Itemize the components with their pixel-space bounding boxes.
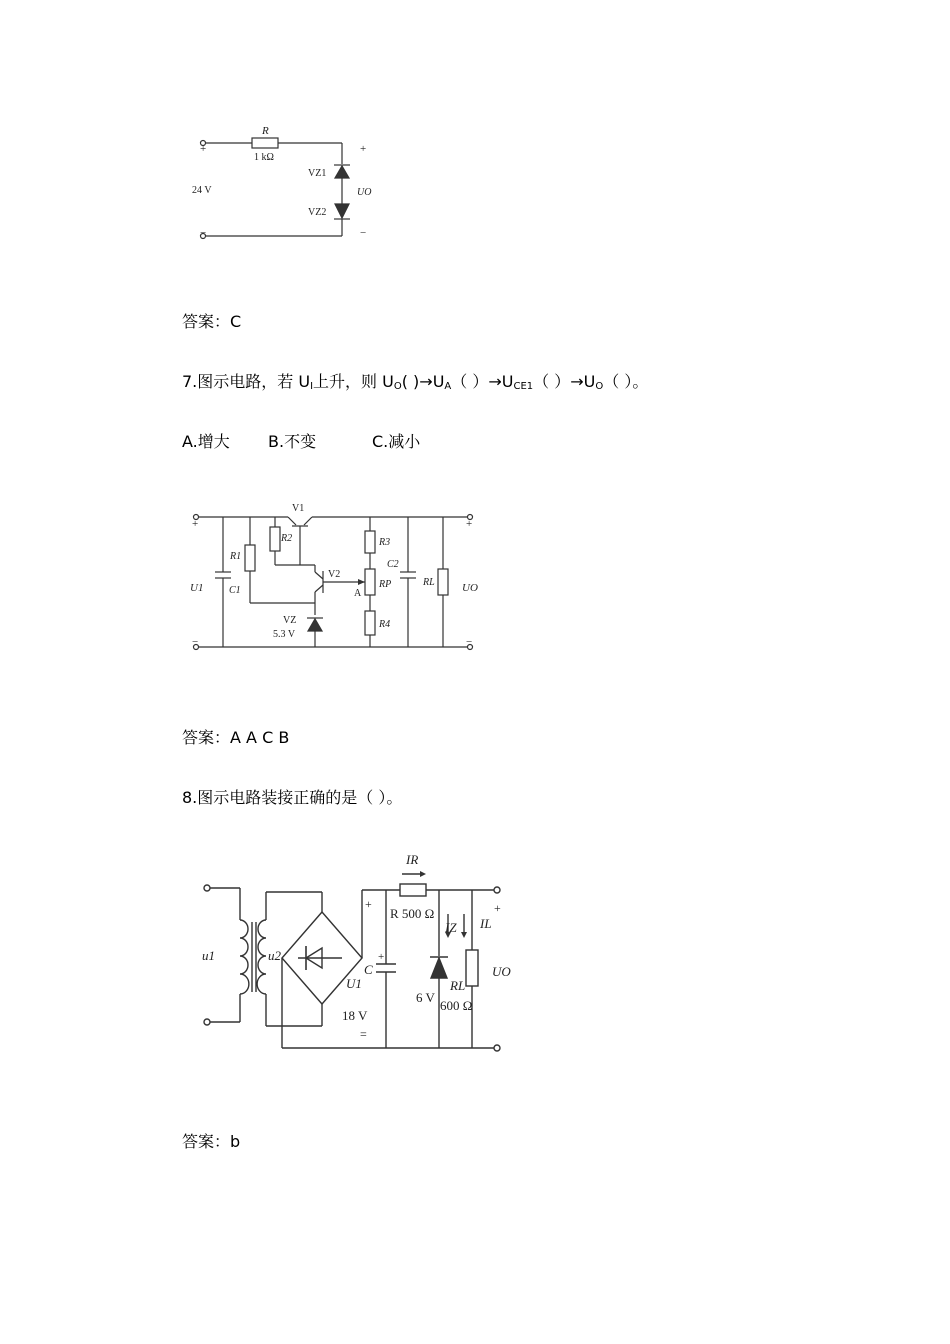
resistor-label: R2 [281,533,293,544]
zener-label: VZ1 [308,168,327,179]
question-7: 7.图示电路，若 $U_I$上升，则 $U_O$( )$\to U_A$（ ）$\to U_{CE1}$（ ）$\to U_O$（ ）。 [182,372,649,392]
resistor-label: R1 [230,551,242,562]
load-resistor-value: 600 Ω [440,998,473,1013]
load-resistor-label: RL [423,577,435,588]
answer-7: 答案：A A C B [182,728,290,747]
zener-current-label: IZ [445,920,457,935]
answer-8: 答案：b [182,1132,241,1151]
output-voltage-label: UO [492,964,511,979]
svg-text:+: + [378,951,385,963]
resistor-label: R [262,125,269,137]
zener-label: VZ2 [308,207,327,218]
plus-sign: + [200,143,207,155]
zener-series-circuit-diagram [180,118,380,248]
rectified-voltage-label: U1 [346,976,362,991]
resistor-label: R3 [379,537,391,548]
resistor-value: 1 kΩ [254,152,274,163]
current-label: IR [406,852,419,867]
capacitor-label: C2 [387,559,399,570]
svg-text:+: + [494,901,501,915]
svg-text:=: = [360,1027,367,1041]
transistor-label: V1 [292,503,305,514]
option-a: A.增大 [182,432,230,451]
load-resistor-label: RL [450,978,466,993]
minus-sign: − [200,227,207,239]
load-current-label: IL [480,916,492,931]
primary-voltage-label: u1 [202,948,215,963]
svg-text:+: + [365,897,372,911]
output-voltage-label: UO [357,187,372,198]
plus-sign: + [360,143,367,155]
resistor-label: R 500 Ω [390,906,435,921]
svg-text:+: + [466,518,473,530]
output-voltage-label: UO [462,582,478,594]
transistor-label: V2 [328,569,341,580]
option-c: C.减小 [372,432,421,451]
series-regulator-circuit-diagram [180,495,490,665]
svg-text:+: + [192,518,199,530]
rectified-voltage-value: 18 V [342,1008,368,1023]
node-label: A [354,588,362,599]
bridge-rectifier-zener-circuit-diagram [182,842,522,1074]
minus-sign: − [360,227,367,239]
input-voltage-label: U1 [190,582,204,594]
source-voltage: 24 V [192,185,212,196]
option-b: B.不变 [268,432,317,451]
zener-voltage: 5.3 V [273,629,296,640]
svg-text:−: − [192,636,199,648]
zener-voltage: 6 V [416,990,435,1005]
capacitor-label: C1 [229,585,241,596]
capacitor-label: C [364,962,373,977]
svg-text:−: − [466,636,473,648]
secondary-voltage-label: u2 [268,948,281,963]
resistor-label: R4 [379,619,391,630]
answer-6: 答案：C [182,312,242,331]
zener-label: VZ [283,615,297,626]
question-8: 8.图示电路装接正确的是（ ）。 [182,788,403,807]
potentiometer-label: RP [379,579,392,590]
